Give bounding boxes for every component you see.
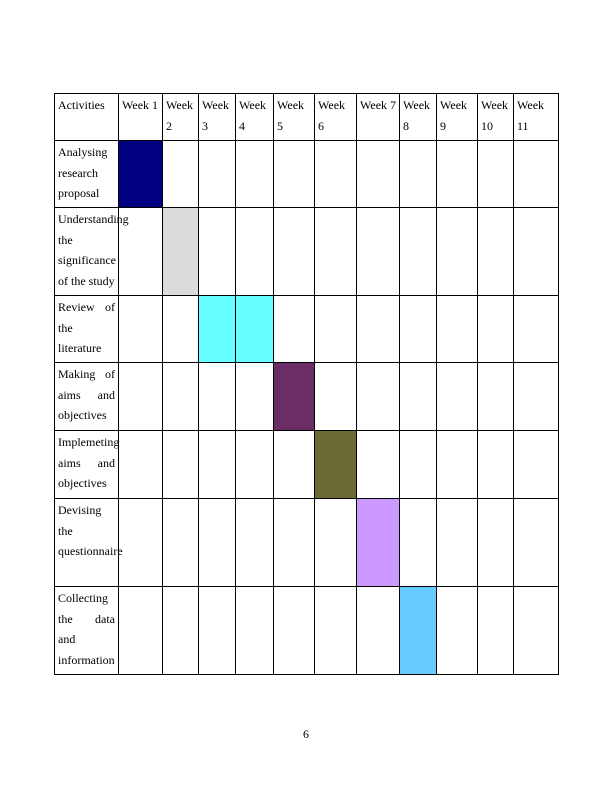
table-row — [55, 363, 559, 431]
week-cell — [274, 141, 315, 208]
header-week-5: Week 5 — [274, 94, 315, 141]
page-number: 6 — [303, 727, 309, 741]
activity-cell: Implemeting aims and objectives — [55, 431, 119, 499]
week-cell — [357, 363, 400, 431]
week-cell — [236, 587, 274, 675]
table-row — [55, 431, 559, 499]
week-cell — [163, 431, 199, 499]
activity-cell: Understanding the significance of the study — [55, 208, 119, 296]
week-cell — [478, 587, 514, 675]
week-cell — [236, 208, 274, 296]
header-row — [55, 94, 559, 141]
week-cell — [315, 363, 357, 431]
week-cell — [315, 499, 357, 587]
week-cell — [274, 587, 315, 675]
header-week-10: Week 10 — [478, 94, 514, 141]
week-cell — [437, 499, 478, 587]
table-row — [55, 141, 559, 208]
week-cell — [163, 363, 199, 431]
week-cell — [514, 363, 559, 431]
header-week-2: Week 2 — [163, 94, 199, 141]
week-cell — [437, 431, 478, 499]
week-cell — [315, 208, 357, 296]
scheduled-week-cell — [119, 141, 163, 208]
week-cell — [478, 499, 514, 587]
week-cell — [514, 587, 559, 675]
week-cell — [119, 296, 163, 363]
scheduled-week-cell — [357, 499, 400, 587]
week-cell — [199, 431, 236, 499]
week-cell — [514, 141, 559, 208]
week-cell — [274, 431, 315, 499]
scheduled-week-cell — [163, 208, 199, 296]
week-cell — [400, 363, 437, 431]
scheduled-week-cell — [236, 296, 274, 363]
activity-cell: Devising the questionnaire — [55, 499, 119, 587]
header-week-1: Week 1 — [119, 94, 163, 141]
activity-cell: Review of the literature — [55, 296, 119, 363]
week-cell — [478, 141, 514, 208]
scheduled-week-cell — [400, 587, 437, 675]
week-cell — [119, 499, 163, 587]
header-week-3: Week 3 — [199, 94, 236, 141]
week-cell — [478, 296, 514, 363]
week-cell — [514, 208, 559, 296]
week-cell — [437, 363, 478, 431]
week-cell — [357, 296, 400, 363]
week-cell — [437, 208, 478, 296]
header-week-4: Week 4 — [236, 94, 274, 141]
week-cell — [199, 587, 236, 675]
header-week-8: Week 8 — [400, 94, 437, 141]
week-cell — [514, 296, 559, 363]
week-cell — [478, 431, 514, 499]
week-cell — [357, 587, 400, 675]
week-cell — [119, 363, 163, 431]
header-activities: Activities — [55, 94, 119, 141]
week-cell — [514, 431, 559, 499]
week-cell — [199, 499, 236, 587]
table-row — [55, 208, 559, 296]
week-cell — [437, 141, 478, 208]
week-cell — [400, 141, 437, 208]
week-cell — [274, 499, 315, 587]
week-cell — [274, 208, 315, 296]
activity-cell: Analysing research proposal — [55, 141, 119, 208]
activity-cell: Collecting the data and information — [55, 587, 119, 675]
scheduled-week-cell — [199, 296, 236, 363]
table-row — [55, 296, 559, 363]
gantt-chart-table — [54, 93, 559, 675]
week-cell — [400, 431, 437, 499]
week-cell — [357, 431, 400, 499]
header-week-9: Week 9 — [437, 94, 478, 141]
week-cell — [478, 208, 514, 296]
week-cell — [478, 363, 514, 431]
week-cell — [437, 296, 478, 363]
week-cell — [119, 587, 163, 675]
week-cell — [199, 141, 236, 208]
table-row — [55, 587, 559, 675]
week-cell — [400, 208, 437, 296]
scheduled-week-cell — [315, 431, 357, 499]
week-cell — [315, 141, 357, 208]
week-cell — [400, 296, 437, 363]
week-cell — [199, 363, 236, 431]
week-cell — [163, 141, 199, 208]
week-cell — [236, 499, 274, 587]
week-cell — [236, 363, 274, 431]
week-cell — [163, 587, 199, 675]
week-cell — [236, 431, 274, 499]
week-cell — [119, 431, 163, 499]
scheduled-week-cell — [274, 363, 315, 431]
activity-cell: Making of aims and objectives — [55, 363, 119, 431]
week-cell — [437, 587, 478, 675]
week-cell — [236, 141, 274, 208]
week-cell — [163, 499, 199, 587]
header-week-11: Week 11 — [514, 94, 559, 141]
table-row — [55, 499, 559, 587]
week-cell — [315, 587, 357, 675]
week-cell — [514, 499, 559, 587]
week-cell — [274, 296, 315, 363]
week-cell — [357, 208, 400, 296]
week-cell — [400, 499, 437, 587]
week-cell — [315, 296, 357, 363]
header-week-7: Week 7 — [357, 94, 400, 141]
header-week-6: Week 6 — [315, 94, 357, 141]
week-cell — [357, 141, 400, 208]
week-cell — [163, 296, 199, 363]
week-cell — [199, 208, 236, 296]
